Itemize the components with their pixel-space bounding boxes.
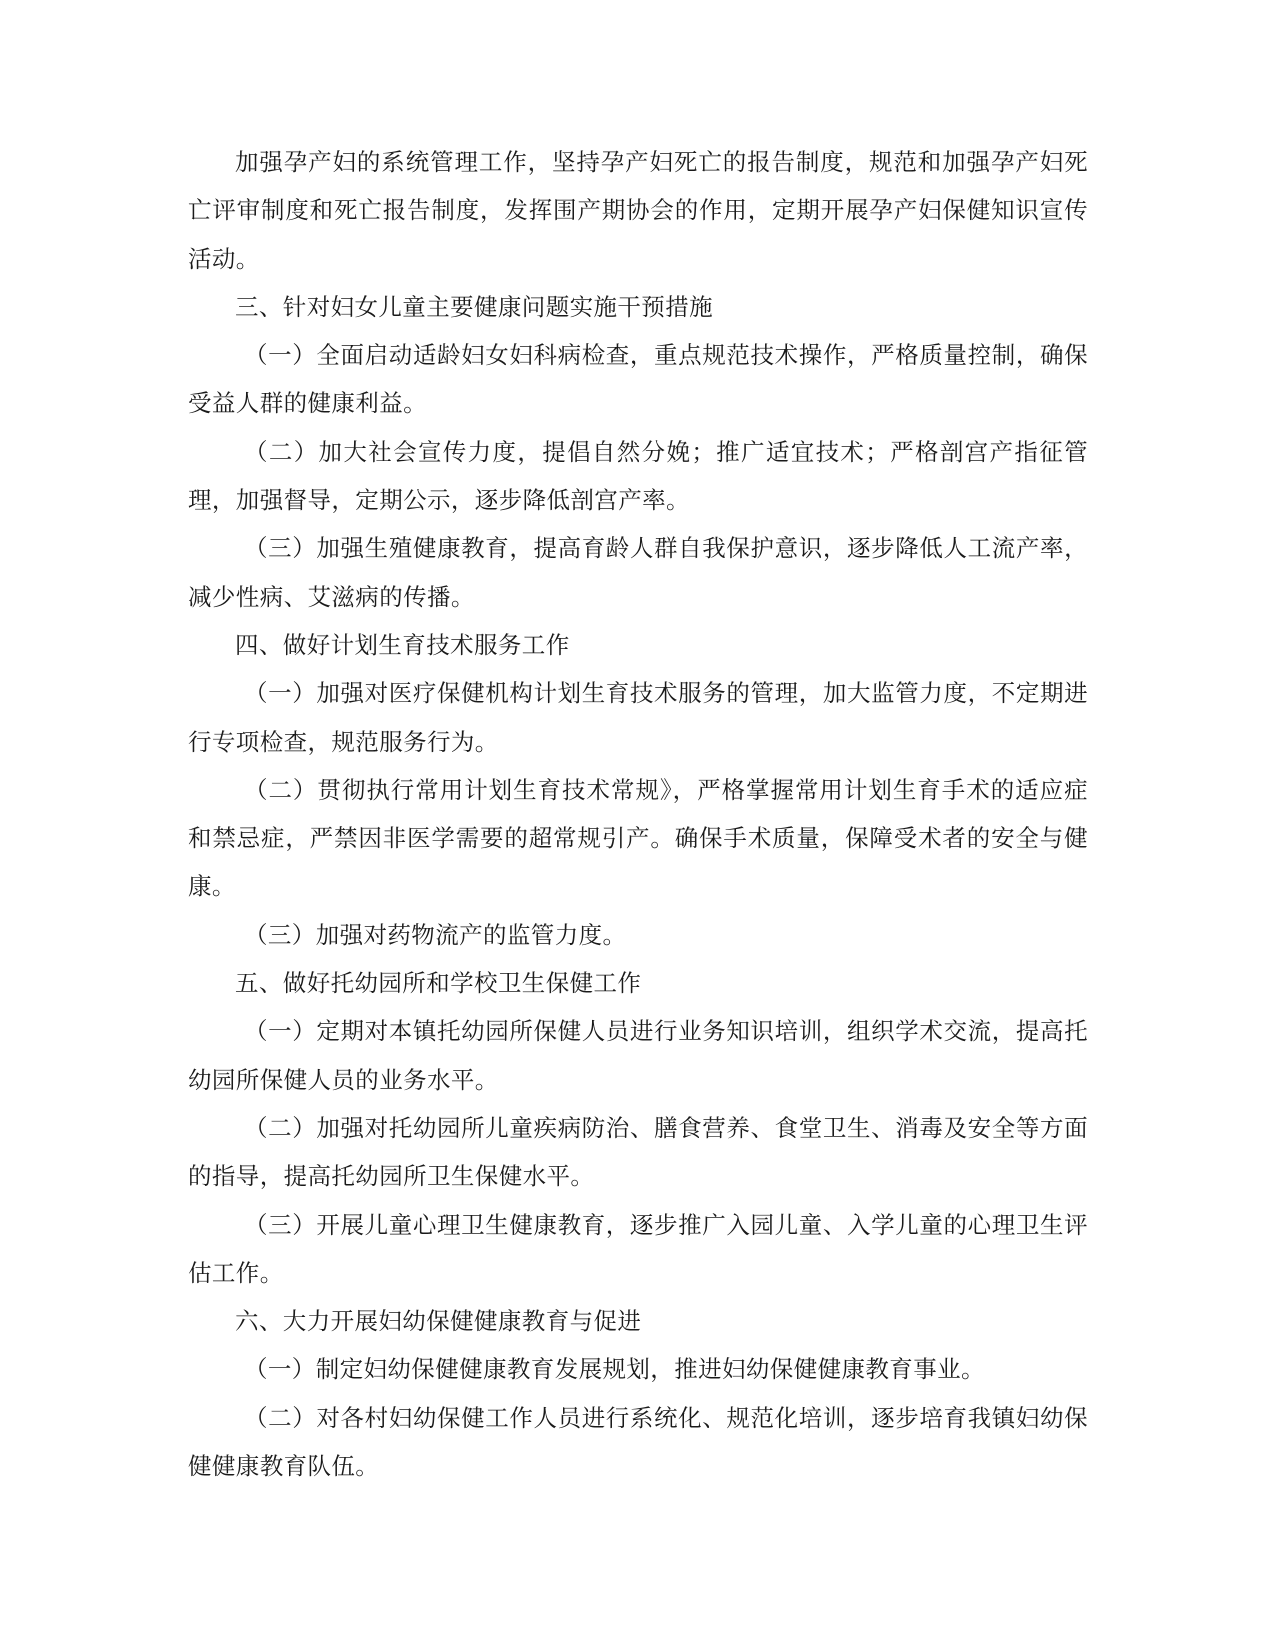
paragraph-5-2: （二）加强对托幼园所儿童疾病防治、膳食营养、食堂卫生、消毒及安全等方面的指导，提高托幼园所卫生保健水平。 [188,1113,1088,1191]
paragraph-4-1: （一）加强对医疗保健机构计划生育技术服务的管理，加大监管力度，不定期进行专项检查，规范服务行为。 [188,679,1088,756]
paragraph-5-3: （三）开展儿童心理卫生健康教育，逐步推广入园儿童、入学儿童的心理卫生评估工作。 [188,1210,1088,1287]
paragraph-6-2: （二）对各村妇幼保健工作人员进行系统化、规范化培训，逐步培育我镇妇幼保健健康教育队伍。 [188,1403,1088,1481]
paragraph-5-1: （一）定期对本镇托幼园所保健人员进行业务知识培训，组织学术交流，提高托幼园所保健人员的业务水平。 [188,1017,1088,1094]
section-heading-6: 六、大力开展妇幼保健健康教育与促进 [235,1307,642,1336]
paragraph-maternal-management: 加强孕产妇的系统管理工作，坚持孕产妇死亡的报告制度，规范和加强孕产妇死亡评审制度和死亡报告制度，发挥围产期协会的作用，定期开展孕产妇保健知识宣传活动。 [188,148,1088,273]
paragraph-4-2: （二）贯彻执行常用计划生育技术常规》，严格掌握常用计划生育手术的适应症和禁忌症，严禁因非医学需要的超常规引产。确保手术质量，保障受术者的安全与健康。 [188,775,1088,901]
paragraph-3-1: （一）全面启动适龄妇女妇科病检查，重点规范技术操作，严格质量控制，确保受益人群的健康利益。 [188,341,1088,418]
section-heading-4: 四、做好计划生育技术服务工作 [235,630,570,659]
section-heading-5: 五、做好托幼园所和学校卫生保健工作 [235,969,642,998]
document-body [188,138,1088,1490]
paragraph-3-3: （三）加强生殖健康教育，提高育龄人群自我保护意识，逐步降低人工流产率，减少性病、艾滋病的传播。 [188,534,1088,611]
section-heading-3: 三、针对妇女儿童主要健康问题实施干预措施 [235,292,713,321]
paragraph-6-1: （一）制定妇幼保健健康教育发展规划，推进妇幼保健健康教育事业。 [244,1355,985,1384]
paragraph-3-2: （二）加大社会宣传力度，提倡自然分娩；推广适宜技术；严格剖宫产指征管理，加强督导，定期公示，逐步降低剖宫产率。 [188,437,1088,515]
paragraph-4-3: （三）加强对药物流产的监管力度。 [244,920,627,949]
